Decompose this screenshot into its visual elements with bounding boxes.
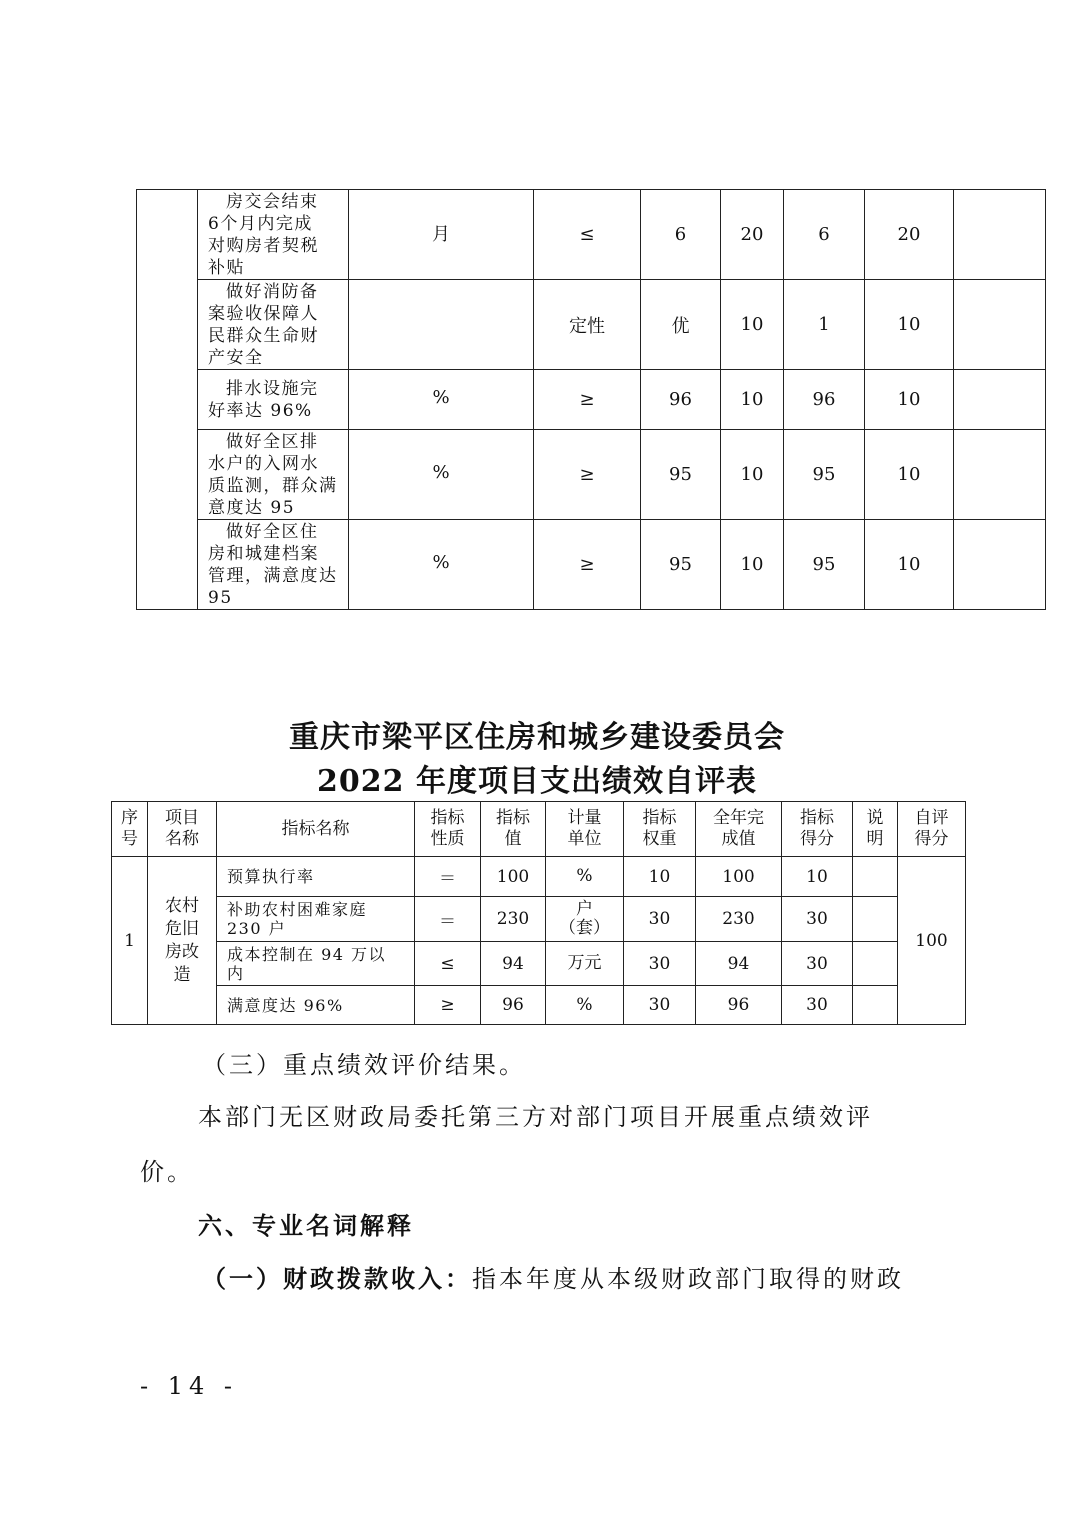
table-title-line1: 重庆市梁平区住房和城乡建设委员会 xyxy=(289,720,785,755)
cell-text: 30 xyxy=(806,953,828,974)
cell-text: 名称 xyxy=(165,829,199,849)
cell-text: 96 xyxy=(669,389,692,410)
nature-cell xyxy=(415,897,481,942)
cell-text: 30 xyxy=(648,995,671,1015)
indicator-name-cell xyxy=(198,520,349,610)
cell-text: 得分 xyxy=(914,829,949,849)
cell-text: 95 xyxy=(669,554,692,575)
note-cell xyxy=(954,520,1046,610)
actual-cell xyxy=(784,280,865,370)
value-cell xyxy=(481,897,546,942)
note-cell xyxy=(853,857,898,897)
cell-text: 指标 xyxy=(496,808,530,828)
cell-text: 做好全区排 xyxy=(226,432,319,452)
score-cell xyxy=(865,370,954,430)
cell-text: 成本控制在 94 万以 xyxy=(227,944,387,964)
cell-text: % xyxy=(432,462,450,483)
weight-cell xyxy=(624,942,696,986)
unit-cell xyxy=(546,986,624,1025)
table-row xyxy=(112,897,966,942)
column-header xyxy=(148,802,217,857)
cell-text: 万元 xyxy=(567,953,602,973)
cell-text: 100 xyxy=(915,930,948,951)
actual-cell xyxy=(784,430,865,520)
cell-text: 优 xyxy=(671,315,690,337)
cell-text: 做好消防备 xyxy=(226,282,319,302)
unit-cell xyxy=(349,520,534,610)
project-performance-table xyxy=(111,801,966,1025)
cell-text: 96 xyxy=(727,995,750,1015)
score-cell xyxy=(782,942,853,986)
cell-text: 明 xyxy=(866,829,884,849)
cell-text: 指标 xyxy=(430,808,465,828)
cell-text: 20 xyxy=(897,224,921,245)
section-6-heading: 六、专业名词解释 xyxy=(198,1212,414,1240)
cell-text: 1 xyxy=(818,314,830,335)
definition-text: 指本年度从本级财政部门取得的财政 xyxy=(472,1265,904,1293)
unit-cell xyxy=(349,430,534,520)
cell-text: 30 xyxy=(806,995,828,1015)
unit-cell xyxy=(546,942,624,986)
cell-text: 权重 xyxy=(642,829,677,849)
cell-text: 10 xyxy=(806,866,828,887)
indicator-name-cell xyxy=(217,942,415,986)
cell-text: 序 xyxy=(121,808,138,828)
unit-cell xyxy=(349,280,534,370)
cell-text: % xyxy=(576,994,593,1015)
value-cell xyxy=(481,857,546,897)
column-header xyxy=(546,802,624,857)
cell-text: 230 户 xyxy=(227,919,287,938)
cell-text: 说 xyxy=(866,808,884,828)
cell-text: % xyxy=(432,387,450,408)
note-cell xyxy=(954,430,1046,520)
nature-cell xyxy=(415,942,481,986)
table-header-row xyxy=(112,802,966,857)
performance-table-continued xyxy=(136,189,1046,610)
actual-cell xyxy=(696,897,782,942)
actual-cell xyxy=(696,857,782,897)
cell-text: 100 xyxy=(722,866,755,887)
cell-text: 10 xyxy=(648,866,671,887)
cell-text: ≤ xyxy=(579,224,595,245)
cell-text: 10 xyxy=(897,389,921,410)
cell-text: 30 xyxy=(806,909,828,929)
cell-text: 内 xyxy=(227,963,245,983)
cell-text: 造 xyxy=(173,964,191,985)
cell-text: ≥ xyxy=(579,389,595,410)
cell-text: 6个月内完成 xyxy=(208,214,313,234)
cell-text: ≥ xyxy=(579,464,595,485)
cell-text: 30 xyxy=(648,909,671,929)
weight-cell xyxy=(721,520,784,610)
cell-text: 230 xyxy=(496,909,530,929)
score-cell xyxy=(865,190,954,280)
column-header xyxy=(415,802,481,857)
cell-text: 案验收保障人 xyxy=(208,304,319,324)
cell-text: 成值 xyxy=(721,829,756,849)
cell-text: 95 xyxy=(812,554,836,575)
cell-text: 定性 xyxy=(569,315,605,337)
indicator-name-cell xyxy=(198,370,349,430)
cell-text: 94 xyxy=(502,953,524,974)
value-cell xyxy=(481,986,546,1025)
column-header xyxy=(481,802,546,857)
cell-text: 计量 xyxy=(567,808,602,828)
cell-text: 项目 xyxy=(165,808,199,828)
score-cell xyxy=(865,430,954,520)
column-header xyxy=(624,802,696,857)
cell-text: 危旧 xyxy=(165,918,199,939)
cell-text: 好率达 96% xyxy=(208,401,313,421)
note-cell xyxy=(853,897,898,942)
cell-text: 10 xyxy=(897,314,921,335)
project-name-cell xyxy=(148,857,217,1025)
weight-cell xyxy=(721,280,784,370)
cell-text: 户 xyxy=(576,899,593,919)
nature-cell xyxy=(534,520,641,610)
cell-text: 10 xyxy=(740,554,764,575)
page-number: - 14 - xyxy=(140,1372,239,1400)
unit-cell xyxy=(546,857,624,897)
self-score-cell xyxy=(898,857,966,1025)
column-header xyxy=(696,802,782,857)
cell-text: 指标 xyxy=(800,808,834,828)
cell-text: 10 xyxy=(740,389,764,410)
actual-cell xyxy=(696,942,782,986)
actual-cell xyxy=(784,370,865,430)
cell-text: 全年完 xyxy=(713,808,764,828)
table-row xyxy=(137,370,1046,430)
indicator-name-cell xyxy=(217,897,415,942)
value-cell xyxy=(641,520,721,610)
weight-cell xyxy=(721,190,784,280)
cell-text: 10 xyxy=(897,554,921,575)
cell-text: 94 xyxy=(727,953,750,974)
table-row xyxy=(137,430,1046,520)
table-row xyxy=(137,520,1046,610)
cell-text: ≥ xyxy=(440,995,455,1015)
cell-text: 指标名称 xyxy=(281,818,350,839)
note-cell xyxy=(853,986,898,1025)
nature-cell xyxy=(415,857,481,897)
paragraph-line: 本部门无区财政局委托第三方对部门项目开展重点绩效评 xyxy=(198,1103,873,1131)
cell-text: 值 xyxy=(504,829,522,849)
column-header xyxy=(782,802,853,857)
table-row xyxy=(112,942,966,986)
definition-label: （一）财政拨款收入： xyxy=(202,1264,472,1293)
cell-text: 30 xyxy=(648,953,671,974)
cell-text: 6 xyxy=(674,224,687,245)
cell-text: 水户的入网水 xyxy=(208,454,319,474)
cell-text: 排水设施完 xyxy=(226,379,319,399)
cell-text: 95 xyxy=(812,464,836,485)
weight-cell xyxy=(721,430,784,520)
value-cell xyxy=(641,280,721,370)
cell-text: 意度达 95 xyxy=(208,498,296,518)
cell-text: 单位 xyxy=(567,829,602,849)
indicator-name-cell xyxy=(198,430,349,520)
indicator-name-cell xyxy=(217,857,415,897)
cell-text: （套） xyxy=(559,918,610,938)
section-3-heading: （三）重点绩效评价结果。 xyxy=(202,1051,526,1079)
cell-text: ＝ xyxy=(439,869,456,889)
cell-text: 对购房者契税 xyxy=(208,236,319,256)
cell-text: 性质 xyxy=(430,829,465,849)
cell-text: 做好全区住 xyxy=(226,522,319,542)
cell-text: 95 xyxy=(208,588,233,608)
note-cell xyxy=(954,190,1046,280)
table-row xyxy=(112,986,966,1025)
nature-cell xyxy=(534,190,641,280)
cell-text: ≤ xyxy=(440,953,455,974)
value-cell xyxy=(641,430,721,520)
paragraph-line: 价。 xyxy=(140,1158,194,1186)
cell-text: 房交会结束 xyxy=(226,192,319,212)
column-header xyxy=(853,802,898,857)
value-cell xyxy=(481,942,546,986)
note-cell xyxy=(954,280,1046,370)
unit-cell xyxy=(349,190,534,280)
weight-cell xyxy=(721,370,784,430)
table-row xyxy=(137,280,1046,370)
indicator-name-cell xyxy=(198,280,349,370)
unit-cell xyxy=(546,897,624,942)
cell-text: ≥ xyxy=(579,554,595,575)
cell-text: 96 xyxy=(502,995,524,1015)
definition-item-1 xyxy=(202,1259,904,1294)
actual-cell xyxy=(784,520,865,610)
cell-text: 10 xyxy=(740,464,764,485)
weight-cell xyxy=(624,857,696,897)
cell-text: 指标 xyxy=(642,808,677,828)
score-cell xyxy=(782,986,853,1025)
cell-text: 质监测，群众满 xyxy=(208,476,338,496)
cell-text: 民群众生命财 xyxy=(208,326,319,346)
weight-cell xyxy=(624,897,696,942)
nature-cell xyxy=(415,986,481,1025)
cell-text: 补助农村困难家庭 xyxy=(227,900,368,919)
note-cell xyxy=(954,370,1046,430)
value-cell xyxy=(641,190,721,280)
score-cell xyxy=(782,897,853,942)
weight-cell xyxy=(624,986,696,1025)
cell-text: 管理，满意度达 xyxy=(208,566,338,586)
cell-text: 10 xyxy=(897,464,921,485)
table-row xyxy=(137,190,1046,280)
cell-text: 20 xyxy=(740,224,764,245)
cell-text: 月 xyxy=(432,223,450,245)
unit-cell xyxy=(349,370,534,430)
cell-text: ＝ xyxy=(439,911,456,932)
cell-text: 96 xyxy=(812,389,836,410)
note-cell xyxy=(853,942,898,986)
cell-text: 号 xyxy=(121,829,138,849)
cell-text: 得分 xyxy=(800,829,834,849)
cell-text: 100 xyxy=(496,866,530,887)
nature-cell xyxy=(534,280,641,370)
cell-text: 农村 xyxy=(165,895,199,916)
cell-text: 自评 xyxy=(914,808,949,828)
indicator-name-cell xyxy=(198,190,349,280)
column-header xyxy=(112,802,148,857)
column-header xyxy=(898,802,966,857)
cell-text: % xyxy=(432,552,450,573)
cell-text: 产安全 xyxy=(208,348,264,368)
nature-cell xyxy=(534,430,641,520)
actual-cell xyxy=(696,986,782,1025)
empty-cell xyxy=(137,190,198,610)
cell-text: 10 xyxy=(740,314,764,335)
cell-text: 房改 xyxy=(165,941,199,962)
cell-text: 230 xyxy=(722,909,755,929)
cell-text: 6 xyxy=(818,224,830,245)
cell-text: 满意度达 96% xyxy=(227,995,344,1015)
cell-text: 1 xyxy=(124,930,135,951)
indicator-name-cell xyxy=(217,986,415,1025)
seq-cell xyxy=(112,857,148,1025)
column-header xyxy=(217,802,415,857)
score-cell xyxy=(782,857,853,897)
cell-text: % xyxy=(576,866,593,886)
score-cell xyxy=(865,280,954,370)
cell-text: 预算执行率 xyxy=(227,867,315,886)
cell-text: 95 xyxy=(669,464,692,485)
cell-text: 房和城建档案 xyxy=(208,544,319,564)
actual-cell xyxy=(784,190,865,280)
score-cell xyxy=(865,520,954,610)
table-title-line2: 2022 年度项目支出绩效自评表 xyxy=(317,764,757,799)
value-cell xyxy=(641,370,721,430)
nature-cell xyxy=(534,370,641,430)
cell-text: 补贴 xyxy=(208,258,245,278)
table-row xyxy=(112,857,966,897)
